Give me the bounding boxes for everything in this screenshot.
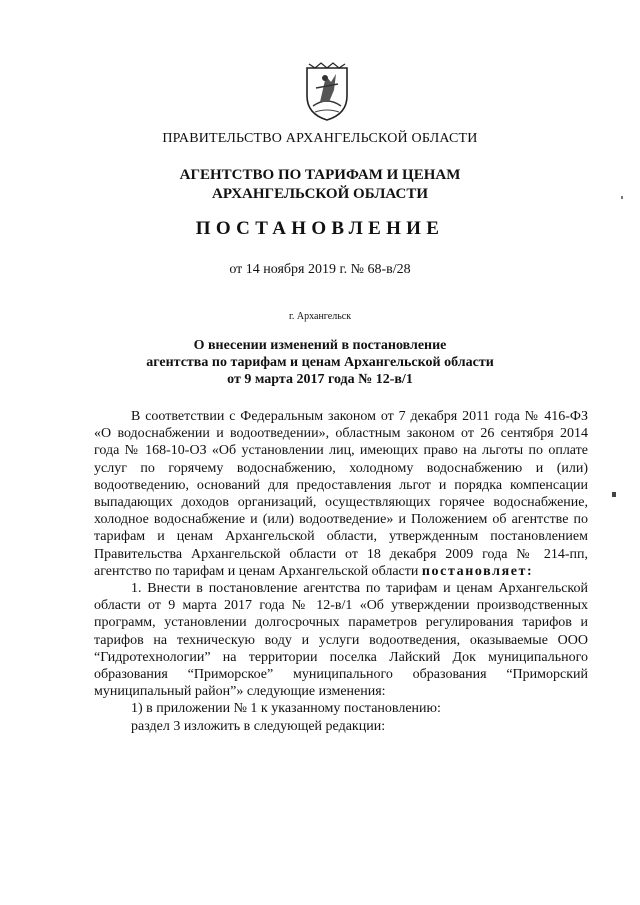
preamble-paragraph [94, 408, 588, 580]
document-body [94, 408, 588, 735]
coat-of-arms-icon [303, 62, 351, 122]
subitem-2-paragraph: раздел 3 изложить в следующей редакции: [131, 718, 386, 734]
agency-name [0, 166, 640, 204]
preamble-text: В соответствии с Федеральным законом от 7 декабря 2011 года № 416-ФЗ «О водоснабжении и водоотведении», областным законом от 26 сентября 2014 года № 168-10-ОЗ «Об установлении лиц, имеющих право на льготы по оплате услуг по горячему водоснабжению, холодному водоснабжению и (или) водоотведению, оснований для предоставления льгот и порядка компенсации выпадающих доходов организаций, осуществляющих горячее водоснабжение, холодное водоснабжение и (или) водоотведение» и Положением об агентстве по тарифам и ценам Архангельской области, утвержденным постановлением Правительства Архангельской области от 18 декабря 2009 года № 214-пп, агентство по тарифам и ценам Архангельской области [94, 409, 588, 579]
subject-line2: агентства по тарифам и ценам Архангельской области [146, 355, 494, 370]
item-1-paragraph: 1. Внести в постановление агентства по тарифам и ценам Архангельской области от 9 марта 2017 года № 12-в/1 «Об утверждении производственных программ, установлении долгосрочных параметров регулирования тарифов и тарифов на техническую воду и услуги водоотведения, оказываемые ООО “Гидротехнологии” на территории поселка Лайский Док муниципального образования “Приморское” муниципального образования “Приморский муниципальный район”» следующие изменения: [94, 581, 588, 700]
subject-line3: от 9 марта 2017 года № 12-в/1 [227, 372, 413, 387]
scan-speck [612, 492, 616, 497]
scan-speck [621, 196, 623, 199]
subitem-1-paragraph: 1) в приложении № 1 к указанному постановлению: [131, 701, 441, 717]
government-name: ПРАВИТЕЛЬСТВО АРХАНГЕЛЬСКОЙ ОБЛАСТИ [162, 131, 478, 146]
city: г. Архангельск [288, 311, 352, 322]
resolves-keyword: постановляет: [421, 563, 534, 579]
agency-name-line2: АРХАНГЕЛЬСКОЙ ОБЛАСТИ [212, 186, 428, 202]
document-subject [0, 337, 640, 388]
agency-name-line1: АГЕНТСТВО ПО ТАРИФАМ И ЦЕНАМ [179, 167, 461, 183]
document-type: ПОСТАНОВЛЕНИЕ [195, 218, 445, 239]
subject-line1: О внесении изменений в постановление [193, 338, 447, 353]
date-number: от 14 ноября 2019 г. № 68-в/28 [229, 262, 411, 277]
